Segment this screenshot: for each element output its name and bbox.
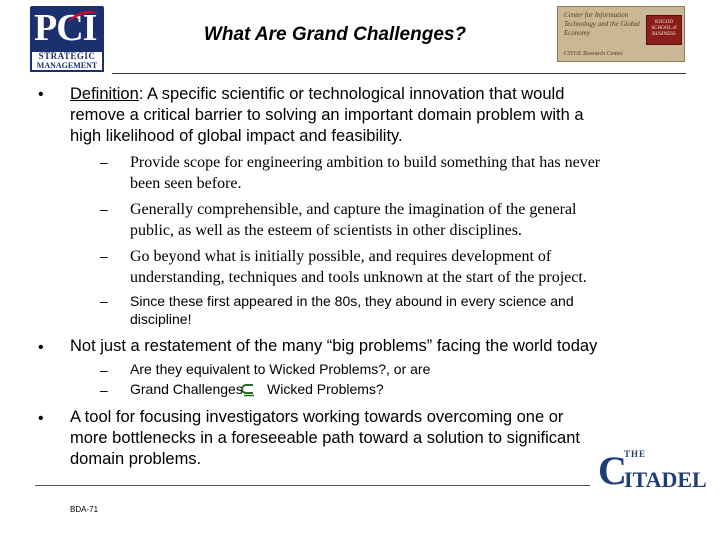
restatement-sub-2a: Grand Challenges — [130, 381, 243, 397]
pci-logo-line1: STRATEGIC — [38, 51, 96, 61]
sub-bullet-2-line1: Generally comprehensible, and capture the imagination of the general — [130, 201, 577, 218]
sub-bullet-1-line1: Provide scope for engineering ambition to build something that has never — [130, 154, 601, 171]
pci-logo-line2: MANAGEMENT — [36, 61, 98, 70]
title-divider — [112, 73, 686, 74]
pci-strategic-management-logo — [30, 6, 104, 72]
definition-line1 — [70, 84, 564, 105]
slide-title: What Are Grand Challenges? — [203, 24, 467, 45]
kogod-badge-text: KOGOD SCHOOL of BUSINESS — [651, 20, 677, 37]
citadel-logo — [594, 445, 707, 505]
citge-center-logo — [557, 6, 685, 62]
center-logo-text: Center for Information Technology and the Global Economy — [564, 11, 640, 37]
dash-marker: – — [100, 201, 108, 217]
dash-marker: – — [100, 154, 108, 170]
citadel-logo-the: THE — [624, 449, 647, 459]
restatement-sub-2b: Wicked Problems? — [267, 381, 384, 397]
footer-divider — [35, 485, 590, 486]
definition-label: Definition — [70, 85, 139, 103]
sub-bullet-3-line1: Go beyond what is initially possible, and requires development of — [130, 248, 552, 265]
kogod-badge — [646, 15, 682, 45]
definition-note-line1: Since these first appeared in the 80s, they abound in every science and — [130, 293, 574, 309]
restatement-text: Not just a restatement of the many “big problems” facing the world today — [70, 337, 598, 355]
pci-logo-text: PCI — [34, 7, 97, 49]
sub-bullet-3-line2: understanding, techniques and tools unknown at the start of the project. — [130, 269, 587, 286]
restatement-sub-1: Are they equivalent to Wicked Problems?, or are — [130, 361, 431, 377]
bullet-marker: • — [38, 86, 44, 103]
subset-icon — [240, 383, 256, 397]
slide-footer-id: BDA-71 — [70, 505, 99, 514]
dash-marker: – — [100, 362, 108, 378]
tool-line2: more bottlenecks in a foreseeable path toward a solution to significant — [70, 429, 580, 447]
citadel-logo-c: C — [598, 448, 627, 493]
definition-note-line2: discipline! — [130, 311, 192, 327]
definition-line2: remove a critical barrier to solving an important domain problem with a — [70, 106, 584, 124]
definition-text1: : A specific scientific or technological innovation that would — [138, 85, 565, 103]
dash-marker: – — [100, 248, 108, 264]
citadel-logo-name: ITADEL — [624, 467, 707, 492]
tool-line3: domain problems. — [70, 450, 202, 468]
definition-line3: high likelihood of global impact and feasibility. — [70, 127, 403, 145]
dash-marker: – — [100, 382, 108, 398]
center-logo-subtext: CITGE Research Center — [564, 51, 623, 57]
bullet-marker: • — [38, 339, 44, 356]
tool-line1: A tool for focusing investigators working towards overcoming one or — [70, 408, 564, 426]
sub-bullet-2-line2: public, as well as the esteem of scientists in other disciplines. — [130, 222, 522, 239]
dash-marker: – — [100, 293, 108, 309]
sub-bullet-1-line2: been seen before. — [130, 175, 242, 192]
bullet-marker: • — [38, 410, 44, 427]
